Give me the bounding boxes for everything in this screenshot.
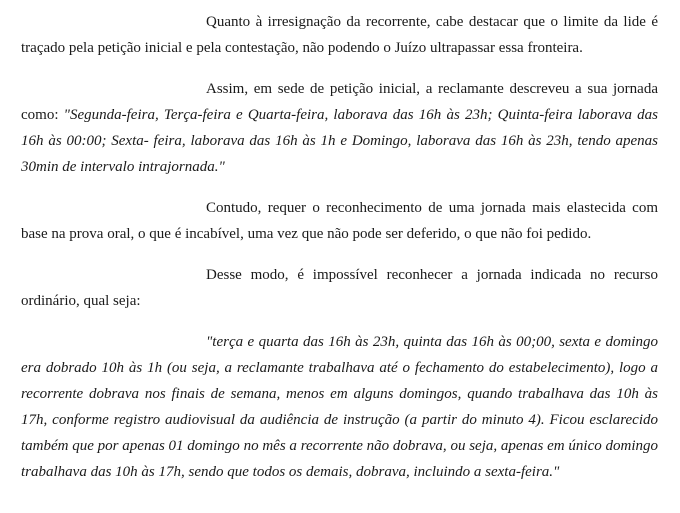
paragraph-2: [21, 76, 658, 180]
paragraph-5: [21, 329, 658, 485]
text-segment: Desse modo, é impossível reconhecer a jornada indicada no recurso ordinário, qual seja:: [21, 267, 658, 309]
text-segment: Quanto à irresignação da recorrente, cabe destacar que o limite da lide é traçado pela petição inicial e pela contestação, não podendo o Juízo ultrapassar essa fronteira.: [21, 14, 658, 56]
paragraph-3: [21, 195, 658, 247]
text-segment: Assim, em sede de petição inicial, a reclamante descreveu a sua jornada como:: [21, 81, 658, 123]
text-segment: Contudo, requer o reconhecimento de uma jornada mais elastecida com base na prova oral, o que é incabível, uma vez que não pode ser deferido, o que não foi pedido.: [21, 200, 658, 242]
paragraph-4: [21, 262, 658, 314]
quoted-text-segment: "Segunda-feira, Terça-feira e Quarta-feira, laborava das 16h às 23h; Quinta-feira laborava das 16h às 00:00; Sexta- feira, laborava das 16h às 1h e Domingo, laborava das 16h às 23h, tendo apenas 30min de intervalo intrajornada.": [21, 107, 658, 175]
paragraph-1: [21, 9, 658, 61]
quoted-text-segment: "terça e quarta das 16h às 23h, quinta das 16h às 00;00, sexta e domingo era dobrado 10h às 1h (ou seja, a reclamante trabalhava até o fechamento do estabelecimento), logo a recorrente dobrava nos finais de semana, menos em alguns domingos, quando trabalhava das 10h às 17h, conforme registro audiovisual da audiência de instrução (a partir do minuto 4). Ficou esclarecido também que por apenas 01 domingo no mês a recorrente não dobrava, ou seja, apenas em único domingo trabalhava das 10h às 17h, sendo que todos os demais, dobrava, incluindo a sexta-feira.": [21, 334, 658, 480]
